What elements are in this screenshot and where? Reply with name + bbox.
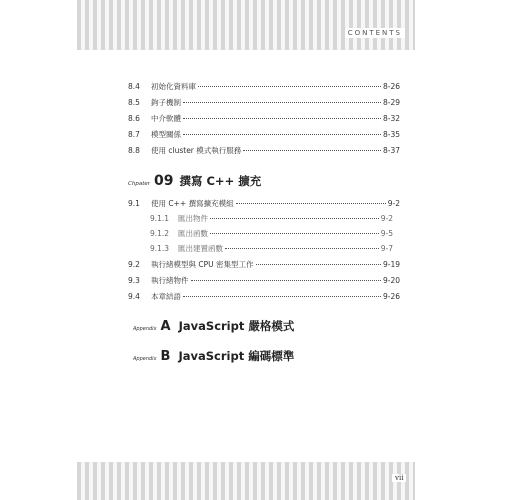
contents-header: CONTENTS: [345, 28, 405, 38]
chapter-heading[interactable]: [128, 173, 261, 191]
leader-dots: [198, 86, 381, 87]
subsection-title: 匯出建置函數: [178, 244, 223, 253]
toc-entry[interactable]: [128, 81, 400, 93]
chapter-title: 撰寫 C++ 擴充: [179, 174, 262, 188]
section-number: 9.4: [128, 292, 140, 301]
toc-entry[interactable]: [128, 129, 400, 141]
page-ref: 9-20: [382, 276, 400, 285]
page-ref: 9-7: [380, 244, 393, 253]
section-title: 執行緒物件: [151, 276, 189, 285]
section-title: 使用 cluster 模式執行服務: [151, 146, 242, 155]
page-ref: 8-26: [382, 82, 400, 91]
leader-dots: [243, 150, 381, 151]
chapter-tag: Chpater: [128, 181, 150, 187]
subsection-number: 9.1.2: [150, 229, 170, 238]
leader-dots: [225, 248, 379, 249]
toc-entry[interactable]: [128, 97, 400, 109]
section-title: 初始化資料庫: [151, 82, 196, 91]
subsection-title: 匯出函數: [178, 229, 208, 238]
page-number: vii: [392, 474, 406, 482]
leader-dots: [183, 296, 381, 297]
toc-entry[interactable]: [128, 113, 400, 125]
section-number: 9.2: [128, 260, 140, 269]
leader-dots: [191, 280, 381, 281]
appendix-title: JavaScript 編碼標準: [178, 349, 295, 363]
page-ref: 9-5: [380, 229, 393, 238]
appendix-letter: B: [160, 349, 171, 364]
section-number: 8.6: [128, 114, 140, 123]
leader-dots: [210, 218, 379, 219]
subsection-number: 9.1.3: [150, 244, 170, 253]
page-ref: 9-2: [387, 199, 400, 208]
toc-entry[interactable]: [128, 291, 400, 303]
section-number: 8.7: [128, 130, 140, 139]
appendix-letter: A: [160, 319, 171, 334]
toc-subentry[interactable]: [150, 213, 393, 225]
appendix-title: JavaScript 嚴格模式: [178, 319, 295, 333]
page-ref: 9-26: [382, 292, 400, 301]
subsection-number: 9.1.1: [150, 214, 170, 223]
header-stripe-band: [77, 0, 415, 50]
leader-dots: [183, 134, 381, 135]
section-number: 9.3: [128, 276, 140, 285]
page-ref: 8-32: [382, 114, 400, 123]
section-title: 模型關係: [151, 130, 181, 139]
leader-dots: [183, 102, 381, 103]
section-number: 8.8: [128, 146, 140, 155]
appendix-tag: Appendix: [133, 356, 157, 362]
section-number: 8.4: [128, 82, 140, 91]
page-ref: 9-19: [382, 260, 400, 269]
toc-subentry[interactable]: [150, 243, 393, 255]
leader-dots: [183, 118, 381, 119]
toc-entry[interactable]: [128, 198, 400, 210]
section-title: 使用 C++ 撰寫擴充模組: [151, 199, 234, 208]
leader-dots: [210, 233, 379, 234]
appendix-b-heading[interactable]: [133, 348, 294, 366]
section-title: 中介軟體: [151, 114, 181, 123]
leader-dots: [236, 203, 386, 204]
toc-entry[interactable]: [128, 259, 400, 271]
section-number: 9.1: [128, 199, 140, 208]
section-title: 執行緒模型與 CPU 密集型工作: [151, 260, 254, 269]
subsection-title: 匯出物件: [178, 214, 208, 223]
footer-stripe-band: [77, 462, 415, 500]
section-title: 鉤子機制: [151, 98, 181, 107]
appendix-tag: Appendix: [133, 326, 157, 332]
page-ref: 8-29: [382, 98, 400, 107]
toc-entry[interactable]: [128, 275, 400, 287]
chapter-number: 09: [154, 173, 174, 189]
page-ref: 8-35: [382, 130, 400, 139]
section-number: 8.5: [128, 98, 140, 107]
toc-subentry[interactable]: [150, 228, 393, 240]
toc-entry[interactable]: [128, 145, 400, 157]
page-ref: 8-37: [382, 146, 400, 155]
leader-dots: [256, 264, 381, 265]
section-title: 本章結語: [151, 292, 181, 301]
appendix-a-heading[interactable]: [133, 318, 294, 336]
page-ref: 9-2: [380, 214, 393, 223]
